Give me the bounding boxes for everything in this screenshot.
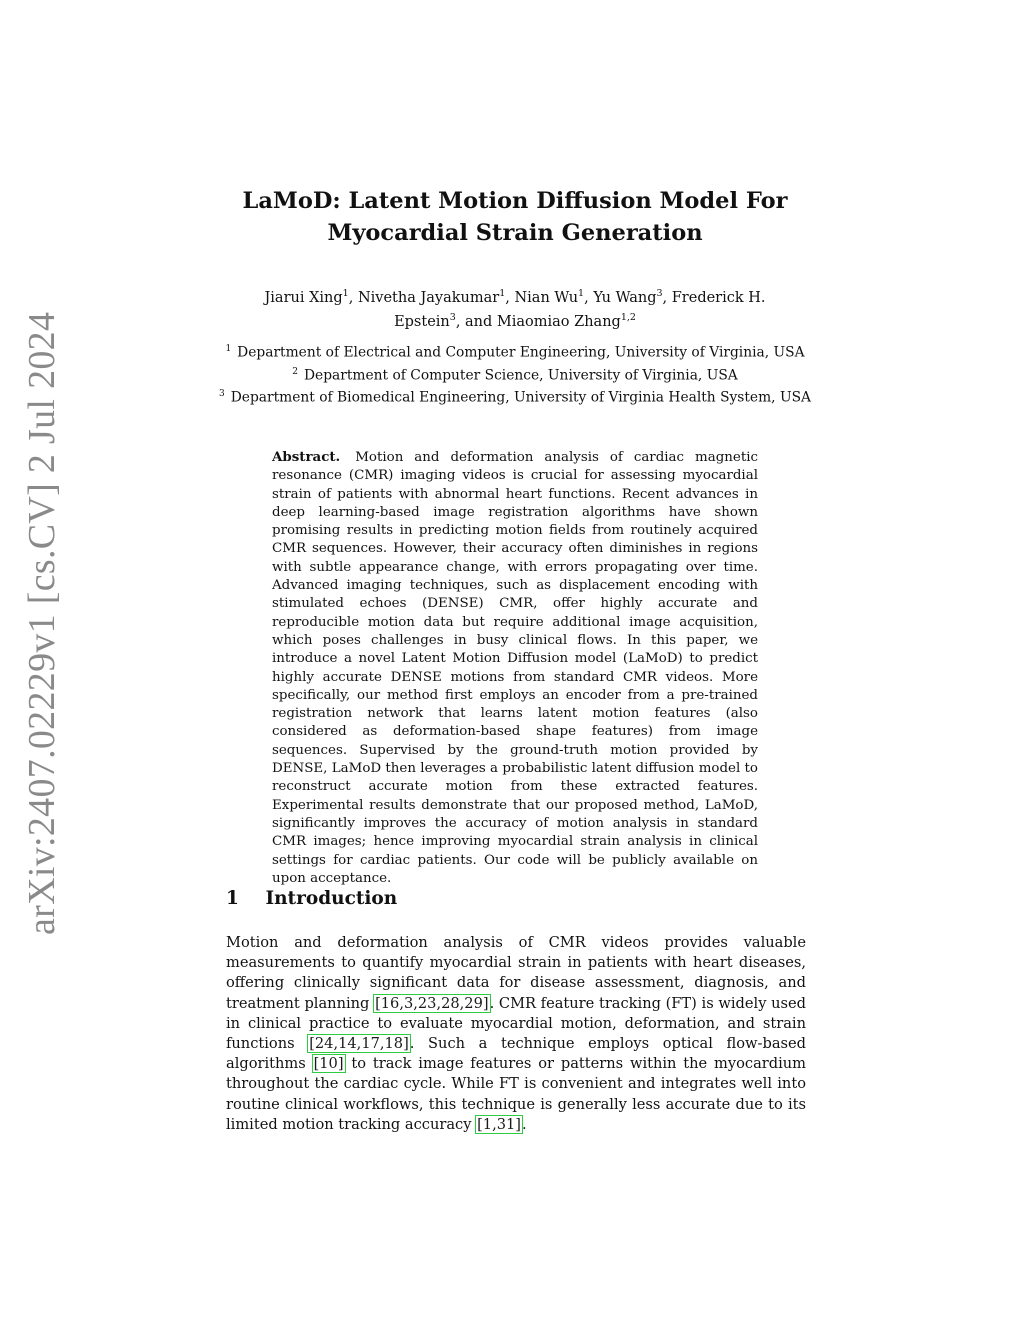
body-text-run: . Such a technique employs optical flow-based algorithms — [226, 1035, 806, 1073]
author-affiliation-marker: 1 — [499, 288, 506, 299]
affiliation-marker: 3 — [219, 389, 225, 400]
body-text-run: to track image features or patterns within the myocardium throughout the cardiac cycle. While FT is convenient and integrates well into routine clinical workflows, this technique is generally less accurate due to its limited motion tracking accuracy — [226, 1055, 807, 1133]
author-list: Jiarui Xing$^1$, Nivetha Jayakumar$^1$, Nian Wu$^1$, Yu Wang$^3$, Frederick H. Epstein$^3$, and Miaomiao Zhang$^{1,2}$ — [264, 288, 766, 330]
author-affiliation-marker: 3 — [656, 288, 663, 299]
abstract-text: Motion and deformation analysis of cardiac magnetic resonance (CMR) imaging videos is crucial for assessing myocardial strain of patients with abnormal heart functions. Recent advances in deep learning-based image registration algorithms have shown promising results in predicting motion fields from routinely acquired CMR sequences. However, their accuracy often diminishes in regions with subtle appearance change, with errors propagating over time. Advanced imaging techniques, such as displacement encoding with stimulated echoes (DENSE) CMR, offer highly accurate and reproducible motion data but require additional image acquisition, which poses challenges in busy clinical flows. In this paper, we introduce a novel Latent Motion Diffusion model (LaMoD) to predict highly accurate DENSE motions from standard CMR videos. More specifically, our method first employs an encoder from a pre-trained registration network that learns latent motion features (also considered as deformation-based shape features) from image sequences. Supervised by the ground-truth motion provided by DENSE, LaMoD then leverages a probabilistic latent diffusion model to reconstruct accurate motion from these extracted features. Experimental results demonstrate that our proposed method, LaMoD, significantly improves the accuracy of motion analysis in standard CMR images; hence improving myocardial strain analysis in clinical settings for cardiac patients. Our code will be publicly available on upon acceptance. — [272, 450, 758, 886]
affiliation: $^3$ Department of Biomedical Engineering, University of Virginia Health System, USA — [219, 389, 811, 406]
abstract — [272, 448, 758, 888]
affiliation: $^1$ Department of Electrical and Computer Engineering, University of Virginia, USA — [225, 344, 805, 361]
citation-link[interactable]: [24,14,17,18] — [309, 1035, 409, 1053]
body-text-run: . CMR feature tracking (FT) is widely used in clinical practice to evaluate myocardial motion, deformation, and strain functions — [226, 994, 806, 1053]
introduction-paragraph — [226, 933, 806, 1135]
section-title: Introduction — [265, 888, 398, 909]
author-name: Nian Wu$^1$ — [514, 288, 585, 306]
affiliation-marker: 2 — [292, 366, 298, 377]
affiliation-marker: 1 — [225, 344, 232, 354]
affiliation-list — [190, 340, 840, 408]
body-text-run: Motion and deformation analysis of CMR videos provides valuable measurements to quantify myocardial strain in patients with heart diseases, offering clinically significant data for disease assessment, diagnosis, and treatment planning — [226, 934, 806, 1012]
author-affiliation-marker: 3 — [449, 311, 456, 323]
citation-link[interactable]: [1,31] — [477, 1115, 521, 1133]
section-number: 1 — [226, 888, 239, 909]
abstract-label: Abstract. — [272, 449, 341, 465]
author-affiliation-marker: 1 — [342, 288, 349, 299]
author-name: Yu Wang$^3$ — [593, 288, 663, 306]
paper-title: LaMoD: Latent Motion Diffusion Model For Myocardial Strain Generation — [242, 188, 788, 246]
author-name: Frederick H. Epstein$^3$ — [394, 289, 766, 330]
citation-link[interactable]: [16,3,23,28,29] — [375, 994, 489, 1012]
affiliation: $^2$ Department of Computer Science, University of Virginia, USA — [292, 366, 738, 384]
citation-link[interactable]: [10] — [313, 1055, 344, 1073]
body-text-run: . — [521, 1115, 527, 1133]
section-heading — [226, 888, 397, 909]
author-affiliation-marker: 1,2 — [620, 311, 636, 323]
arxiv-identifier-stamp: arXiv:2407.02229v1 [cs.CV] 2 Jul 2024 — [21, 311, 63, 935]
author-name: Miaomiao Zhang$^{1,2}$ — [496, 311, 636, 330]
author-affiliation-marker: 1 — [578, 288, 585, 299]
author-name: Jiarui Xing$^1$ — [264, 288, 349, 306]
author-name: Nivetha Jayakumar$^1$ — [357, 288, 506, 306]
